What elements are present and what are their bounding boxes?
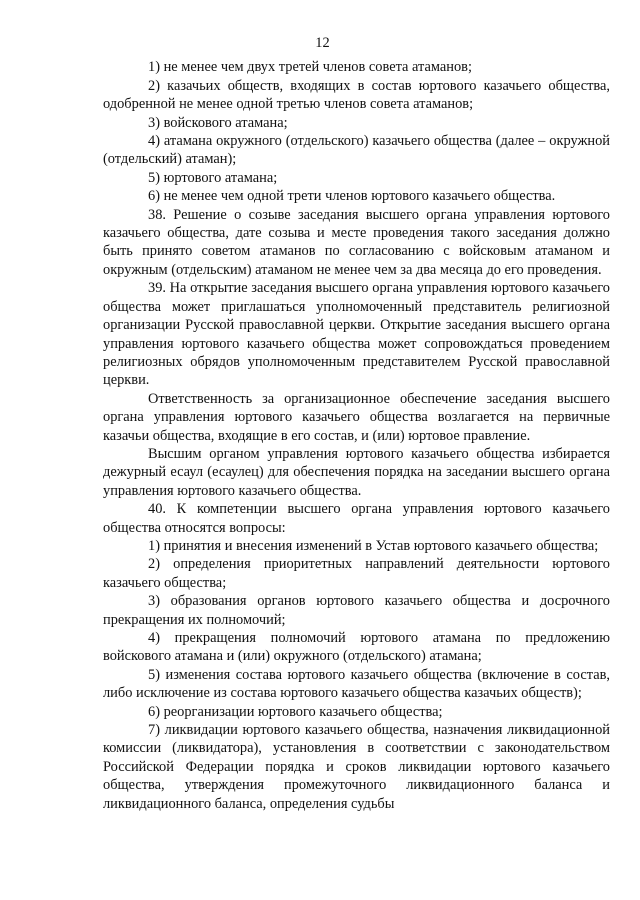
paragraph: 7) ликвидации юртового казачьего общества, назначения ликвидационной комиссии (ликвидатора), установления в соответствии с законодательством Российской Федерации порядка и сроков ликвидации юртового казачьего общества, утверждения промежуточного ликвидационного баланса и ликвидационного баланса, определения судьбы <box>103 722 610 812</box>
paragraph: 38. Решение о созыве заседания высшего органа управления юртового казачьего общества, дате созыва и месте проведения такого заседания должно быть принято советом атаманов по согласованию с войсковым атаманом и окружным (отдельским) атаманом не менее чем за два месяца до его проведения. <box>103 206 610 278</box>
paragraph: Ответственность за организационное обеспечение заседания высшего органа управления юртового казачьего общества возлагается на первичные казачьи общества, входящие в его состав, и (или) юртовое правление. <box>103 390 610 444</box>
paragraph: 5) изменения состава юртового казачьего общества (включение в состав, либо исключение из состава юртового казачьего общества казачьих обществ); <box>103 666 610 702</box>
paragraph: 2) казачьих обществ, входящих в состав юртового казачьего общества, одобренной не менее одной третью членов совета атаманов; <box>103 77 610 113</box>
paragraph: 39. На открытие заседания высшего органа управления юртового казачьего общества может приглашаться уполномоченный представитель религиозной организации Русской православной церкви. Открытие заседания высшего органа управления юртового казачьего общества может сопровождаться проведением религиозных обрядов уполномоченным представителем Русской православной церкви. <box>103 280 610 389</box>
page-number <box>103 34 610 52</box>
paragraph: 6) реорганизации юртового казачьего общества; <box>148 703 443 720</box>
paragraph: 3) образования органов юртового казачьего общества и досрочного прекращения их полномочий; <box>103 593 610 628</box>
paragraph: Высшим органом управления юртового казачьего общества избирается дежурный есаул (есаулец) для обеспечения порядка на заседании высшего органа управления юртового казачьего общества. <box>103 445 610 499</box>
paragraph: 4) прекращения полномочий юртового атамана по предложению войскового атамана и (или) окружного (отдельского) атамана; <box>103 630 610 665</box>
paragraph: 3) войскового атамана; <box>148 114 288 131</box>
paragraph: 2) определения приоритетных направлений деятельности юртового казачьего общества; <box>103 556 610 591</box>
paragraph: 4) атамана окружного (отдельского) казачьего общества (далее – окружной (отдельский) атаман); <box>103 133 610 168</box>
paragraph: 1) не менее чем двух третей членов совета атаманов; <box>148 59 472 76</box>
paragraph: 1) принятия и внесения изменений в Устав юртового казачьего общества; <box>148 537 599 554</box>
page-number-text: 12 <box>315 35 330 51</box>
paragraph: 5) юртового атамана; <box>148 169 278 186</box>
paragraph: 6) не менее чем одной трети членов юртового казачьего общества. <box>148 188 556 205</box>
paragraph: 40. К компетенции высшего органа управления юртового казачьего общества относятся вопросы: <box>103 501 610 536</box>
